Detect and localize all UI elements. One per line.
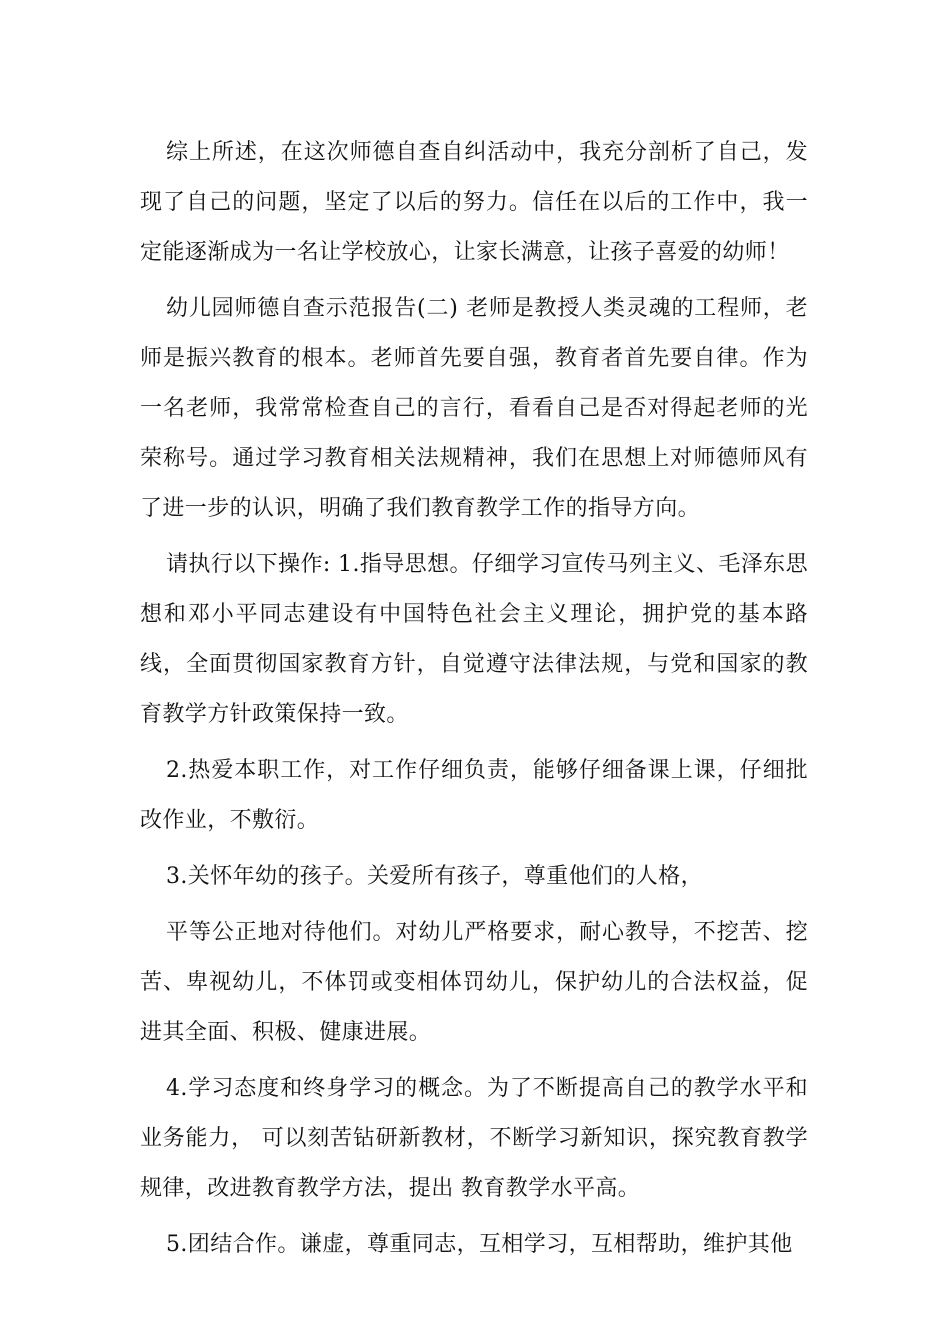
paragraph-item-5-teamwork: 5.团结合作。谦虚，尊重同志，互相学习，互相帮助，维护其他 <box>166 1232 793 1257</box>
paragraph-item-3-continued: 平等公正地对待他们。对幼儿严格要求，耐心教导，不挖苦、挖苦、卑视幼儿，不体罚或变相体罚幼儿，保护幼儿的合法权益，促进其全面、积极、健康进展。 <box>140 920 808 1045</box>
paragraph-item-2-love-work: 2.热爱本职工作，对工作仔细负责，能够仔细备课上课，仔细批改作业，不敷衍。 <box>140 758 808 833</box>
paragraph-item-4-lifelong-learning: 4.学习态度和终身学习的概念。为了不断提高自己的教学水平和业务能力， 可以刻苦钻研新教材，不断学习新知识，探究教育教学规律，改进教育教学方法，提出 教育教学水平高。 <box>140 1076 808 1201</box>
paragraph-item-3-care-children: 3.关怀年幼的孩子。关爱所有孩子，尊重他们的人格， <box>166 864 703 889</box>
paragraph-item-1-guiding-thought: 请执行以下操作: 1.指导思想。仔细学习宣传马列主义、毛泽东思想和邓小平同志建设有中国特色社会主义理论，拥护党的基本路线，全面贯彻国家教育方针，自觉遵守法律法规，与党和国家的教育教学方针政策保持一致。 <box>140 552 808 727</box>
document-body <box>140 128 808 1276</box>
paragraph-summary: 综上所述，在这次师德自查自纠活动中，我充分剖析了自己，发现了自己的问题，坚定了以后的努力。信任在以后的工作中，我一定能逐渐成为一名让学校放心，让家长满意，让孩子喜爱的幼师！ <box>140 140 808 265</box>
paragraph-report-two-intro: 幼儿园师德自查示范报告(二) 老师是教授人类灵魂的工程师，老师是振兴教育的根本。老师首先要自强，教育者首先要自律。作为一名老师，我常常检查自己的言行，看看自己是否对得起老师的光荣称号。通过学习教育相关法规精神，我们在思想上对师德师风有了进一步的认识，明确了我们教育教学工作的指导方向。 <box>140 296 808 521</box>
